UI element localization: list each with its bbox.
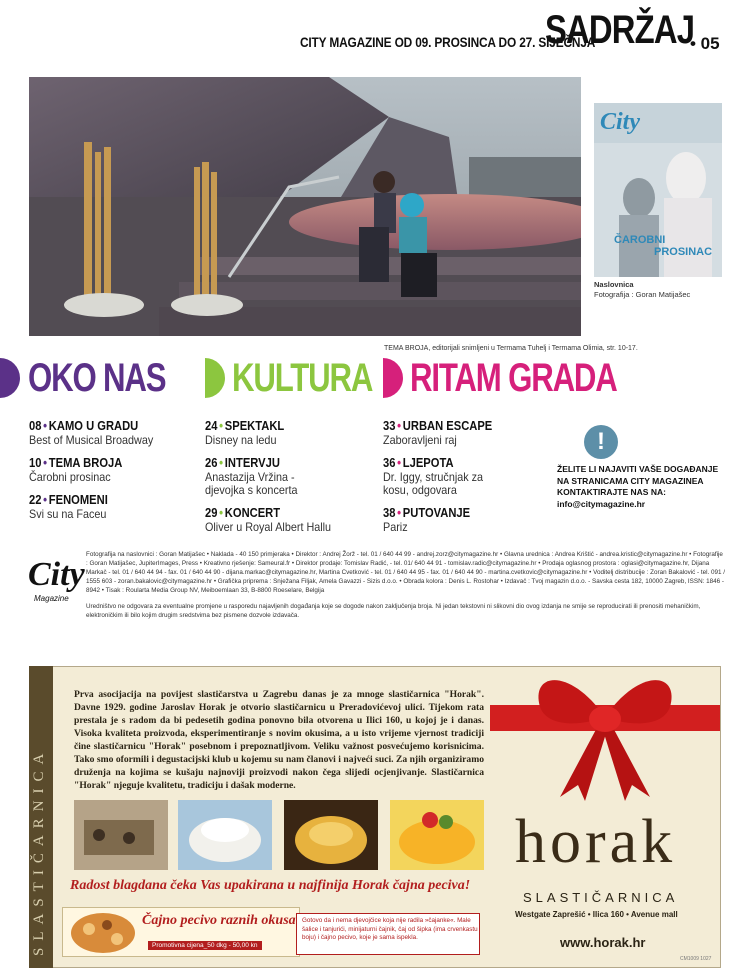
item-title: SPEKTAKL (224, 418, 285, 433)
list-item[interactable]: 24 • SPEKTAKL Disney na ledu (205, 418, 375, 447)
page-ref: 24 (205, 418, 218, 433)
item-description: Čarobni prosinac (29, 470, 111, 484)
list-item[interactable]: 26 • INTERVJU Anastazija Vržina - djevojka s koncerta (205, 455, 375, 497)
list-item[interactable]: 10 • TEMA BROJA Čarobni prosinac (29, 455, 199, 484)
svg-text:ČAROBNI: ČAROBNI (614, 234, 666, 246)
item-description: Disney na ledu (205, 433, 277, 447)
info-contact-text: ŽELITE LI NAJAVITI VAŠE DOGAĐANJE NA STRANICAMA CITY MAGAZINEA KONTAKTIRAJTE NAS NA: info@citymagazine.hr (557, 464, 719, 509)
brand-wordmark: horak (515, 808, 677, 876)
page-ref: 22 (29, 492, 42, 507)
city-magazine-logo (28, 556, 85, 616)
cover-caption-credit: Fotografija : Goran Matijašec (594, 290, 691, 299)
product-photo-cake (178, 800, 272, 870)
svg-text:City: City (600, 109, 640, 135)
page-ref: 38 (383, 505, 396, 520)
ad-slogan: Radost blagdana čeka Vas upakirana u najfinija Horak čajna peciva! (70, 878, 471, 893)
logo-text: City (28, 556, 85, 593)
issue-dates: CITY MAGAZINE OD 09. PROSINCA DO 27. SIJEČNJA (300, 34, 596, 50)
ad-side-strip (29, 666, 53, 968)
product-photo-pastry (284, 800, 378, 870)
ad-code: CM1009 1027 (680, 956, 712, 962)
item-title: LJEPOTA (402, 455, 454, 470)
product-photo-shop (74, 800, 168, 870)
hero-caption: TEMA BROJA, editorijali snimljeni u Termama Tuhelj i Termama Olimia, str. 10-17. (384, 345, 638, 352)
page-ref: 10 (29, 455, 42, 470)
page-number: • 05 (690, 34, 720, 53)
list-item[interactable]: 36 • LJEPOTA Dr. Iggy, stručnjak za kosu, odgovara (383, 455, 553, 497)
section-title-kultura: KULTURA (232, 356, 373, 400)
item-title: FENOMENI (48, 492, 108, 507)
shop-addresses: Westgate Zaprešić • Ilica 160 • Avenue mall (515, 910, 678, 919)
item-title: PUTOVANJE (402, 505, 471, 520)
item-description: Best of Musical Broadway (29, 433, 154, 447)
list-item[interactable]: 33 • URBAN ESCAPE Zaboravljeni raj (383, 418, 553, 447)
horak-logo (515, 805, 695, 880)
imprint-disclaimer: Uredništvo ne odgovara za eventualne promjene u rasporedu najavljenih događanja koje se dogode nakon zaključenja broja. Ni jedan tekstovni ni slikovni dio ovog izdanja ne smije se reproducirati ili prenositi mehaničkim, elektroničkim ili bilo kojim drugim sredstvima bez pismene dozvole izdavača. (86, 603, 701, 619)
page-ref: 29 (205, 505, 218, 520)
product-photo-tart (390, 800, 484, 870)
ad-strip-label: SLASTIČARNICA (31, 746, 47, 956)
section-marker (383, 358, 403, 398)
cover-caption-title: Naslovnica (594, 280, 634, 289)
imprint-credits: Fotografija na naslovnici : Goran Matijašec • Naklada - 40 150 primjeraka • Direktor : Andrej Žorž - tel. 01 / 640 44 99 - andrej.zorz@citymagazine.hr • Glavna urednica : Andrea Krištić - andrea.kristic@citymagazine.hr • Fotografije : Goran Matijašec, JupiterImages, Press • Kreativno rješenje: Sameural.fr • Direktor prodaje: Tomislav Radić, - tel. 01/ 640 44 91 - tomislav.radic@citymagazine.hr • Prodaja oglasnog prostora : oglasi@citymagazine.hr, Dijana Markač - tel. 01 / 640 44 94 - fax. 01 / 640 44 90 - dijana.markac@citymagazine.hr, Martina Cvetković - tel. 01 / 640 44 95 - fax. 01 / 640 44 90 - martina.cvetkovic@citymagazine.hr • Voditelj distribucije : Zoran Bakalović - tel. 091 / 1555 603 - zoran.bakalovic@citymagazine.hr • Grafička priprema : Snježana Filjak, Amela Gavazzi - Sizis d.o.o. • Obrada kolora : Denis L. Rostohar • Izdavač : Tvoj magazin d.o.o. - Savska cesta 182, 10000 Zagreb, ISSN: 1846 - 8942 • Tisak : Roularta Media Group NV, Meiboemlaan 33, B-8800 Roeselare, Belgija (86, 551, 726, 594)
page-ref: 08 (29, 418, 42, 433)
ad-body-text: Prva asocijacija na povijest slastičarstva u Zagrebu danas je za mnoge slastičarnica "Horak". Davne 1929. godine Jaroslav Horak je otvorio slastičarnicu u Preradovićevoj ulici. Tijekom rata prestala je s radom da bi pedesetih godina ponovno bila otvorena u Ilici 160, u kojoj je i danas. Visoka kvaliteta proizvoda, eksperimentiranje s novim okusima, a u isto vrijeme vjernost tradiciji čine slastičarnicu "Horak" posebnom i prepoznatljivom. Veliku važnost posvećujemo korisnicima. Tako smo oformili i degustacijski klub u kojemu su nam članovi i najveći suci. Za njih organiziramo druženja na kojima se kušaju najnoviji proizvodi nakon čega slijedi ocjenjivanje. Slastičarnica "Horak" njeguje kvalitetu, tradiciju i dašak moderne. (74, 689, 484, 791)
promo-title: Čajno pecivo raznih okusa (142, 913, 296, 928)
item-title: TEMA BROJA (48, 455, 123, 470)
section-title-oko-nas: OKO NAS (28, 356, 166, 400)
list-item[interactable]: 38 • PUTOVANJE Pariz (383, 505, 553, 534)
promo-quote: Gotovo da i nema djevojčice koja nije radila »čajanke«. Male šalice i tanjurići, minijaturni čajnik, čaj od šipka (ima crvenkastu boju) i čajno pecivo, koje je sama ispekla. (302, 917, 478, 941)
section-title-ritam-grada: RITAM GRADA (410, 356, 617, 400)
cover-thumbnail (594, 103, 722, 277)
list-item[interactable]: 22 • FENOMENI Svi su na Faceu (29, 492, 199, 521)
item-title: INTERVJU (224, 455, 280, 470)
list-item[interactable]: 08 • KAMO U GRADU Best of Musical Broadway (29, 418, 199, 447)
item-title: URBAN ESCAPE (402, 418, 493, 433)
svg-text:PROSINAC: PROSINAC (654, 246, 713, 258)
logo-subtext: Magazine (34, 594, 69, 603)
info-icon: ! (584, 425, 618, 459)
page-ref: 26 (205, 455, 218, 470)
list-item[interactable]: 29 • KONCERT Oliver u Royal Albert Hallu (205, 505, 375, 534)
section-list-kultura (205, 418, 375, 542)
section-marker (205, 358, 225, 398)
promo-price: Promotivna cijena_50 dkg - 50,00 kn (148, 941, 262, 950)
cover-caption (594, 280, 734, 300)
hero-photo (29, 77, 581, 336)
section-list-oko-nas (29, 418, 199, 529)
item-description: Svi su na Faceu (29, 507, 107, 521)
page-ref: 36 (383, 455, 396, 470)
section-marker (0, 358, 20, 398)
cookies-image (67, 909, 139, 955)
item-description: Zaboravljeni raj (383, 433, 457, 447)
item-description: Dr. Iggy, stručnjak za kosu, odgovara (383, 470, 484, 497)
item-description: Anastazija Vržina - djevojka s koncerta (205, 470, 298, 497)
item-title: KONCERT (224, 505, 281, 520)
item-title: KAMO U GRADU (48, 418, 139, 433)
brand-subtitle: SLASTIČARNICA (523, 890, 679, 905)
page-ref: 33 (383, 418, 396, 433)
item-description: Oliver u Royal Albert Hallu (205, 520, 332, 534)
section-list-ritam-grada (383, 418, 553, 542)
page-title: SADRŽAJ (545, 8, 695, 52)
website-link[interactable]: www.horak.hr (560, 935, 646, 950)
item-description: Pariz (383, 520, 408, 534)
ribbon-bow-image (490, 667, 720, 802)
